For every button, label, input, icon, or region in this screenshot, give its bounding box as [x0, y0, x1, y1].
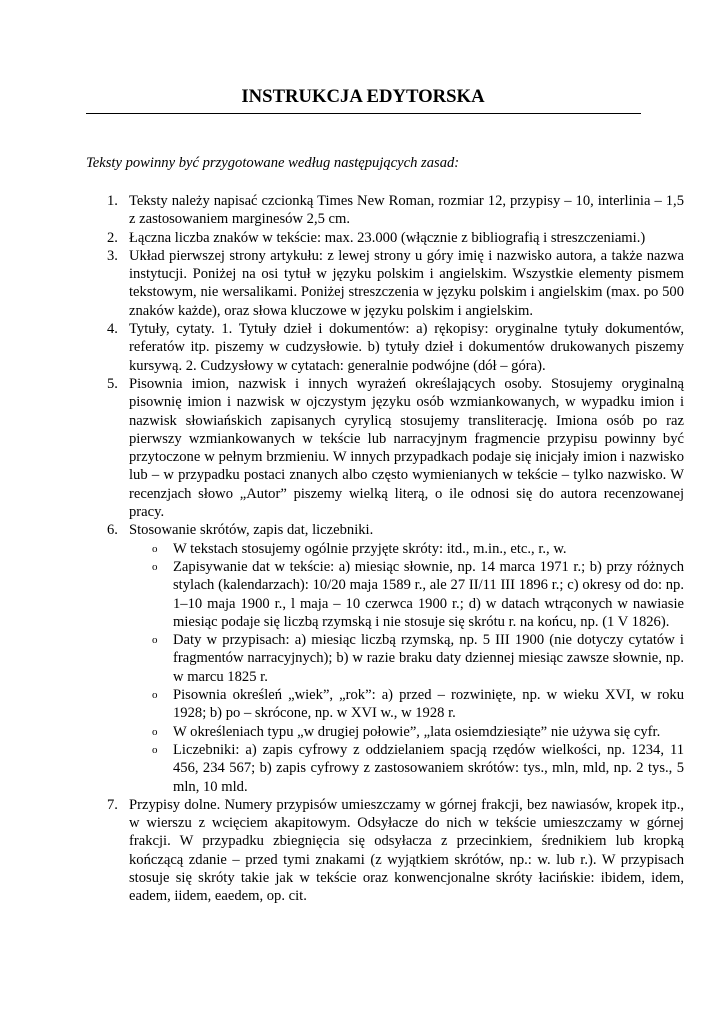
circle-bullet-icon: o: [152, 689, 158, 702]
sub-list-item-text: Liczebniki: a) zapis cyfrowy z oddzielaniem spacją rzędów wielkości, np. 1234, 11 456, 234 567; b) zapis cyfrowy z zastosowaniem skrótów: tys., mln, mld, np. 2 tys., 5 mln, 10 mld.: [173, 741, 684, 795]
list-item: [107, 192, 684, 229]
sub-list-item: [152, 686, 684, 723]
sub-list-item: [152, 558, 684, 631]
list-item-number: 6.: [107, 522, 118, 539]
list-item: [107, 796, 684, 906]
intro-text: Teksty powinny być przygotowane według następujących zasad:: [86, 155, 460, 171]
sub-list-item-text: Daty w przypisach: a) miesiąc liczbą rzymską, np. 5 III 1900 (nie dotyczy cytatów i fragmentów narracyjnych); b) w razie braku daty dziennej miesiąc zawsze słownie, np. w marcu 1825 r.: [173, 632, 684, 685]
list-item: [107, 247, 684, 320]
list-item-number: 1.: [107, 193, 118, 209]
circle-bullet-icon: o: [152, 560, 158, 573]
list-item: [107, 375, 684, 521]
document-title: INSTRUKCJA EDYTORSKA: [241, 86, 485, 107]
list-item: [107, 521, 684, 795]
sub-list-item-text: W tekstach stosujemy ogólnie przyjęte skróty: itd., m.in., etc., r., w.: [173, 540, 567, 557]
list-item: [107, 229, 684, 247]
list-item-text: Przypisy dolne. Numery przypisów umieszczamy w górnej frakcji, bez nawiasów, kropek itp., w wierszu z wcięciem akapitowym. Odsyłacze do nich w tekście umieszczamy w górnej frakcji. W przypadku zbiegnięcia się odsyłacza z przecinkiem, średnikiem lub kropką kończącą zdanie – przed tymi znakami (z wyjątkiem skrótów, np.: w. lub r.). W przypisach stosuje się skróty takie jak w tekście oraz konwencjonalne skróty łacińskie: ibidem, idem, eadem, iidem, eaedem, op. cit.: [129, 796, 684, 905]
title-divider: [86, 113, 641, 114]
sub-list-item-text: Pisownia określeń „wiek”, „rok”: a) przed – rozwinięte, np. w wieku XVI, w roku 1928; b) po – skrócone, np. w XVI w., w 1928 r.: [173, 687, 684, 722]
list-item-text: Układ pierwszej strony artykułu: z lewej strony u góry imię i nazwisko autora, a także nazwa instytucji. Poniżej na osi tytuł w języku polskim i angielskim. Wszystkie elementy pismem tekstowym, nie wersalikami. Poniżej streszczenia w języku polskim i angielskim (max. po 500 znaków każde), oraz słowa kluczowe w języku polskim i angielskim.: [129, 247, 684, 319]
list-item-text: Teksty należy napisać czcionką Times New Roman, rozmiar 12, przypisy – 10, interlinia – 1,5 z zastosowaniem marginesów 2,5 cm.: [129, 193, 684, 228]
list-item-text: Łączna liczba znaków w tekście: max. 23.000 (włącznie z bibliografią i streszczeniami.): [129, 229, 646, 246]
sub-list-item: [152, 631, 684, 686]
circle-bullet-icon: o: [152, 725, 158, 738]
list-item: [107, 320, 684, 375]
list-item-text: Stosowanie skrótów, zapis dat, liczebniki.: [129, 522, 374, 539]
list-item-number: 5.: [107, 375, 118, 392]
sub-list-item: [152, 741, 684, 796]
rules-list: [86, 192, 684, 906]
list-item-text: Tytuły, cytaty. 1. Tytuły dzieł i dokumentów: a) rękopisy: oryginalne tytuły dokumentów, referatów itp. piszemy w cudzysłowie. b) tytuły dzieł i dokumentów drukowanych piszemy kursywą. 2. Cudzysłowy w cytatach: generalnie podwójne (dół – góra).: [129, 321, 684, 374]
sub-list-item-text: W określeniach typu „w drugiej połowie”, „lata osiemdziesiąte” nie używa się cyfr.: [173, 723, 661, 740]
circle-bullet-icon: o: [152, 743, 158, 756]
list-item-number: 3.: [107, 247, 118, 264]
circle-bullet-icon: o: [152, 634, 158, 647]
sub-list: [129, 540, 684, 796]
sub-list-item: [152, 723, 684, 741]
list-item-text: Pisownia imion, nazwisk i innych wyrażeń określających osoby. Stosujemy oryginalną pisownię imion i nazwisk w ojczystym języku osób wzmiankowanych, w wypadku imion i nazwisk słowiańskich zapisanych cyrylicą stosujemy transliterację. Imiona osób po raz pierwszy wzmiankowanych w tekście lub narracyjnym fragmencie przypisu powinny być przytoczone w pełnym brzmieniu. W innych przypadkach podaje się inicjały imion i nazwisko lub – w przypadku postaci znanych albo często wymienianych w tekście – tylko nazwisko. W recenzjach słowo „Autor” piszemy wielką literą, o ile odnosi się do autora recenzowanej pracy.: [129, 375, 684, 521]
list-item-number: 7.: [107, 796, 118, 813]
sub-list-item: [152, 540, 684, 558]
sub-list-item-text: Zapisywanie dat w tekście: a) miesiąc słownie, np. 14 marca 1971 r.; b) przy różnych stylach (kalendarzach): 10/20 maja 1589 r., ale 27 II/11 III 1896 r.; c) okresy od do: np. 1–10 maja 1900 r., l maja – 10 czerwca 1900 r.; d) w datach wtrąconych w nawiasie miesiąc podaje się liczbą rzymską i nie stosuje się skrótu r. na końcu, np. (1 V 1826).: [173, 558, 684, 630]
list-item-number: 4.: [107, 321, 118, 338]
list-item-number: 2.: [107, 229, 118, 246]
circle-bullet-icon: o: [152, 542, 158, 555]
